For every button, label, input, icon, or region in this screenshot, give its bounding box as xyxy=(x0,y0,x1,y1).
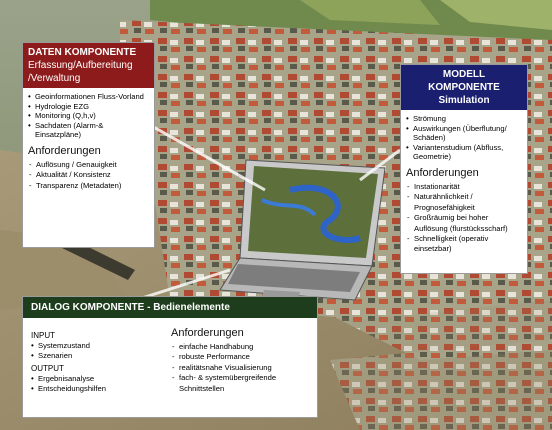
dialog-output-list xyxy=(31,374,161,393)
daten-subtitle-1: Erfassung/Aufbereitung xyxy=(28,60,133,71)
list-item: • Ergebnisanalyse xyxy=(31,374,161,384)
modell-title: MODELL KOMPONENTE xyxy=(428,69,500,93)
modell-body xyxy=(401,110,527,255)
list-item: • Hydrologie EZG xyxy=(28,102,150,112)
list-item: • Systemzustand xyxy=(31,341,161,351)
dialog-input-label: INPUT xyxy=(31,331,55,340)
list-item: - Aktualität / Konsistenz xyxy=(28,170,150,180)
list-item: - realitätsnahe Visualisierung xyxy=(171,363,313,373)
dialog-komponente-box xyxy=(22,296,318,418)
modell-subtitle: Simulation xyxy=(438,95,490,106)
list-item: • Geoinformationen Fluss-Vorland xyxy=(28,92,150,102)
dialog-input-list xyxy=(31,341,161,360)
modell-anforderungen-heading: Anforderungen xyxy=(406,166,479,179)
daten-subtitle-2: /Verwaltung xyxy=(28,73,81,84)
modell-anforderungen-list xyxy=(406,182,523,255)
list-item: - fach- & systemübergreifende Schnittstellen xyxy=(171,373,313,394)
daten-anforderungen-list xyxy=(28,160,150,191)
modell-item-list xyxy=(406,114,523,162)
dialog-title: DIALOG KOMPONENTE xyxy=(31,302,145,313)
dialog-output-label: OUTPUT xyxy=(31,364,64,374)
modell-komponente-box xyxy=(400,64,528,274)
list-item: - einfache Handhabung xyxy=(171,342,313,352)
laptop-illustration xyxy=(220,160,385,300)
list-item: • Strömung xyxy=(406,114,523,124)
daten-header xyxy=(23,43,154,88)
list-item: • Szenarien xyxy=(31,351,161,361)
daten-anforderungen-heading: Anforderungen xyxy=(28,144,101,157)
list-item: - robuste Performance xyxy=(171,352,313,362)
list-item: - Transparenz (Metadaten) xyxy=(28,181,150,191)
dialog-subtitle: - Bedienelemente xyxy=(144,302,230,313)
modell-header xyxy=(401,65,527,110)
daten-title: DATEN KOMPONENTE xyxy=(28,47,137,58)
dialog-io-column xyxy=(31,331,161,393)
dialog-anforderungen-list xyxy=(171,342,313,394)
list-item: - Großräumig bei hoher Auflösung (flurstücksscharf) xyxy=(406,213,523,234)
list-item: • Sachdaten (Alarm-& Einsatzpläne) xyxy=(28,121,150,140)
list-item: • Auswirkungen (Überflutung/ Schäden) xyxy=(406,124,523,143)
list-item: • Entscheidungshilfen xyxy=(31,384,161,394)
daten-body xyxy=(23,88,154,191)
daten-item-list xyxy=(28,92,150,140)
daten-komponente-box xyxy=(22,42,155,248)
list-item: - Auflösung / Genauigkeit xyxy=(28,160,150,170)
list-item: - Naturähnlichkeit / Prognosefähigkeit xyxy=(406,192,523,213)
dialog-anforderungen-heading: Anforderungen xyxy=(171,327,244,339)
list-item: • Variantenstudium (Abfluss, Geometrie) xyxy=(406,143,523,162)
dialog-anforderungen-column xyxy=(171,327,313,394)
list-item: - Instationarität xyxy=(406,182,523,192)
list-item: - Schnelligkeit (operativ einsetzbar) xyxy=(406,234,523,255)
dialog-header xyxy=(23,297,317,318)
list-item: • Monitoring (Q,h,v) xyxy=(28,111,150,121)
